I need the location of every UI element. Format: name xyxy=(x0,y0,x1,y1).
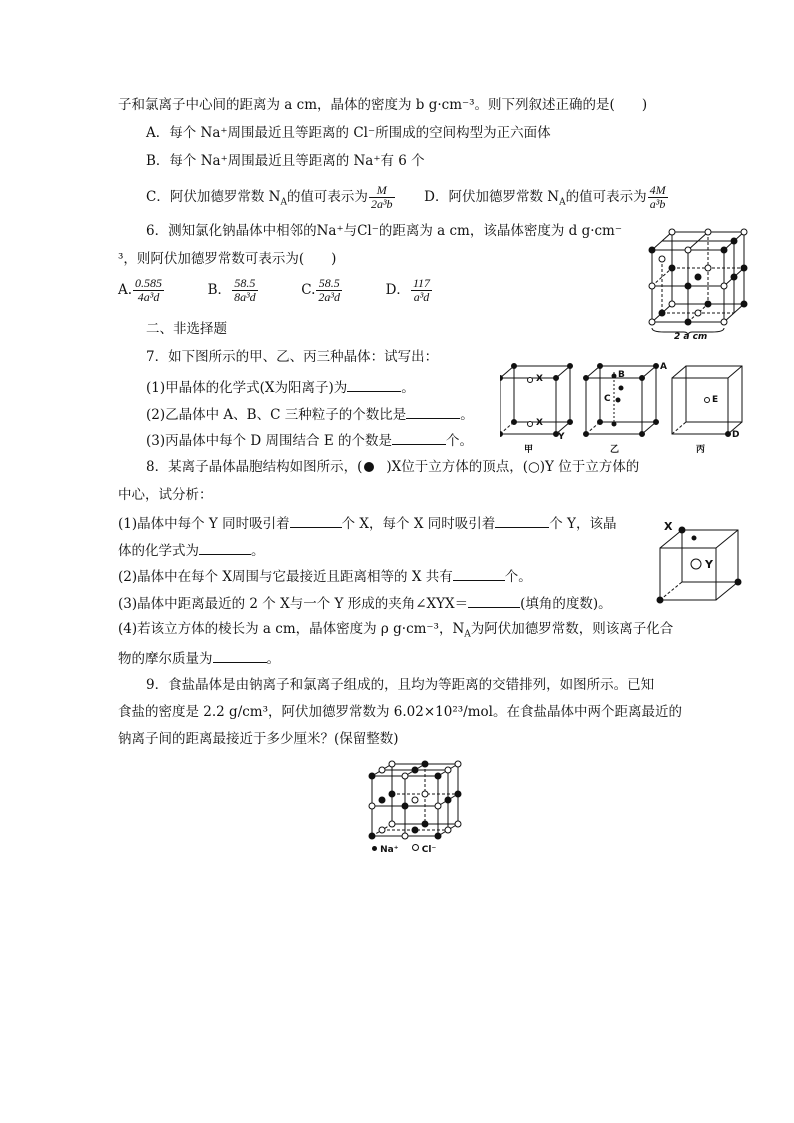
q6-b-fraction xyxy=(232,277,258,304)
q6-d-fraction xyxy=(411,277,432,304)
q8-part1 xyxy=(118,513,616,533)
q8-blank-3[interactable] xyxy=(199,540,251,555)
q5-d-mid: 的值可表示为 xyxy=(565,189,647,205)
q7-part3 xyxy=(146,430,473,450)
q8-p4-a: (4)若该立方体的棱长为 a cm，晶体密度为 ρ g·cm⁻³，N xyxy=(118,621,465,637)
q6-a-fraction xyxy=(133,277,164,304)
q7-blank-2[interactable] xyxy=(406,404,460,419)
q8-label-y: Y xyxy=(705,558,713,571)
q8-p1-a: (1)晶体中每个 Y 同时吸引着 xyxy=(118,516,290,532)
q6-a-num: 0.585 xyxy=(135,276,163,290)
q5-d-sub: A xyxy=(559,197,566,208)
q8-p1-b: 个 X，每个 X 同时吸引着 xyxy=(341,516,496,532)
q8-cube-figure xyxy=(652,518,752,608)
q7-part2-text: (2)乙晶体中 A、B、C 三种粒子的个数比是 xyxy=(146,407,407,423)
q7-part2-end: 。 xyxy=(460,407,474,423)
q5-c-sub: A xyxy=(280,197,287,208)
q8-p1-d: 体的化学式为 xyxy=(118,543,199,559)
q7-part1 xyxy=(146,377,415,397)
q6-c-label: C. xyxy=(301,282,316,298)
q7-caption-jia: 甲 xyxy=(524,445,534,455)
q6-c-fraction xyxy=(316,277,342,304)
q6-a-label: A. xyxy=(118,282,133,298)
q8-p3-b: (填角的度数)。 xyxy=(520,596,612,612)
intro-line: 子和氯离子中心间的距离为 a cm，晶体的密度为 b g·cm⁻³。则下列叙述正确的是( ) xyxy=(118,97,648,113)
q9-nacl-lattice-figure xyxy=(364,760,464,855)
q6-b-label: B． xyxy=(207,282,232,298)
q7-blank-1[interactable] xyxy=(347,377,401,392)
q8-p2-a: (2)晶体中在每个 X周围与它最接近且距离相等的 X 共有 xyxy=(118,569,453,585)
q8-blank-6[interactable] xyxy=(213,648,267,663)
q9-line3: 钠离子间的距离最接近于多少厘米？(保留整数) xyxy=(118,731,399,747)
q5-d-num: 4M xyxy=(649,183,666,197)
q9-line1: 9．食盐晶体是由钠离子和氯离子组成的，且均为等距离的交错排列，如图所示。已知 xyxy=(146,677,655,693)
q5-c-mid: 的值可表示为 xyxy=(286,189,368,205)
q8-p2-b: 个。 xyxy=(504,569,532,585)
q6-d-label: D． xyxy=(385,282,410,298)
q6-c-num: 58.5 xyxy=(316,277,342,291)
q7-caption-bing: 丙 xyxy=(696,445,706,455)
q8-label-x: X xyxy=(664,520,673,533)
q8-p4-sub: A xyxy=(464,629,471,640)
q7-part3-text: (3)丙晶体中每个 D 周围结合 E 的个数是 xyxy=(146,433,392,449)
q5-c-den: 2a³b xyxy=(370,197,393,211)
q7-part1-end: 。 xyxy=(401,380,415,396)
q5-option-a: A．每个 Na⁺周围最近且等距离的 Cl⁻所围成的空间构型为正六面体 xyxy=(146,125,551,141)
q5-d-fraction xyxy=(648,184,668,211)
q7-label-x1: X xyxy=(536,374,543,384)
q6-c-den: 2a³d xyxy=(318,290,341,304)
q8-line1-a: 8．某离子晶体晶胞结构如图所示，( xyxy=(146,459,363,475)
q8-p1-c: 个 Y，该晶 xyxy=(549,516,617,532)
q9-legend xyxy=(372,844,436,855)
q6-d-num: 117 xyxy=(412,276,431,290)
cl-circle-icon xyxy=(412,844,419,851)
q7-label-e: E xyxy=(712,395,719,405)
q6-nacl-lattice-figure xyxy=(644,224,756,346)
q7-label-d: D xyxy=(732,430,740,440)
q9-line2: 食盐的密度是 2.2 g/cm³，阿伏加德罗常数为 6.02×10²³/mol。在食盐晶体中两个距离最近的 xyxy=(118,704,682,720)
q5-d-den: a³b xyxy=(649,197,666,211)
q5-c-num: M xyxy=(369,184,395,198)
legend-cl-label: Cl⁻ xyxy=(421,845,437,855)
q8-p4-c: 物的摩尔质量为 xyxy=(118,651,213,667)
q7-blank-3[interactable] xyxy=(392,430,446,445)
q8-line2: 中心，试分析： xyxy=(118,487,213,503)
q8-part1-cont xyxy=(118,540,265,560)
q6-a-den: 4a³d xyxy=(137,290,160,304)
q7-caption-yi: 乙 xyxy=(610,445,620,455)
q8-blank-1[interactable] xyxy=(290,513,342,528)
q8-p4-d: 。 xyxy=(266,651,280,667)
q5-c-fraction xyxy=(369,184,395,211)
q6-options xyxy=(118,272,433,308)
q6-line1: 6．测知氯化钠晶体中相邻的Na⁺与Cl⁻的距离为 a cm，该晶体密度为 d g·cm⁻ xyxy=(146,223,622,239)
q7-crystal-figures xyxy=(500,362,750,454)
filled-dot-icon xyxy=(364,462,374,472)
q6-b-num: 58.5 xyxy=(232,277,258,291)
q5-option-b: B．每个 Na⁺周围最近且等距离的 Na⁺有 6 个 xyxy=(146,153,425,169)
q7-label-b: B xyxy=(618,370,625,380)
q8-p3-a: (3)晶体中距离最近的 2 个 X与一个 Y 形成的夹角∠XYX＝ xyxy=(118,596,469,612)
q7-part2 xyxy=(146,404,474,424)
q8-blank-5[interactable] xyxy=(468,593,520,608)
na-dot-icon xyxy=(372,846,377,851)
q6-d-den: a³d xyxy=(413,290,430,304)
q6-line2: ³，则阿伏加德罗常数可表示为( ) xyxy=(118,251,337,267)
q8-part4 xyxy=(118,620,673,644)
q7-stem: 7．如下图所示的甲、乙、丙三种晶体：试写出： xyxy=(146,349,439,365)
q7-label-x2: X xyxy=(536,418,543,428)
q8-line1-b: )X位于立方体的顶点，(○)Y 位于立方体的 xyxy=(386,459,640,475)
q5-c-prefix: C．阿伏加德罗常数 N xyxy=(146,189,281,205)
q8-p1-e: 。 xyxy=(251,543,265,559)
q8-blank-2[interactable] xyxy=(495,513,549,528)
q8-line1 xyxy=(146,458,639,476)
q8-blank-4[interactable] xyxy=(453,566,505,581)
q7-label-y: Y xyxy=(558,432,565,442)
q6-fig-caption: 2 a cm xyxy=(674,332,708,342)
q8-part4-cont xyxy=(118,648,280,668)
q8-part2 xyxy=(118,566,532,586)
q5-option-c xyxy=(146,180,669,220)
q8-p4-b: 为阿伏加德罗常数，则该离子化合 xyxy=(470,621,674,637)
q7-label-a: A xyxy=(660,362,667,372)
q7-label-c: C xyxy=(604,394,611,404)
q6-b-den: 8a³d xyxy=(234,290,256,304)
q7-part3-end: 个。 xyxy=(445,433,473,449)
q7-part1-text: (1)甲晶体的化学式(X为阳离子)为 xyxy=(146,380,348,396)
legend-na-label: Na⁺ xyxy=(380,845,399,855)
section-heading: 二、非选择题 xyxy=(146,321,227,337)
q8-part3 xyxy=(118,593,612,613)
q5-d-prefix: D．阿伏加德罗常数 N xyxy=(424,189,560,205)
